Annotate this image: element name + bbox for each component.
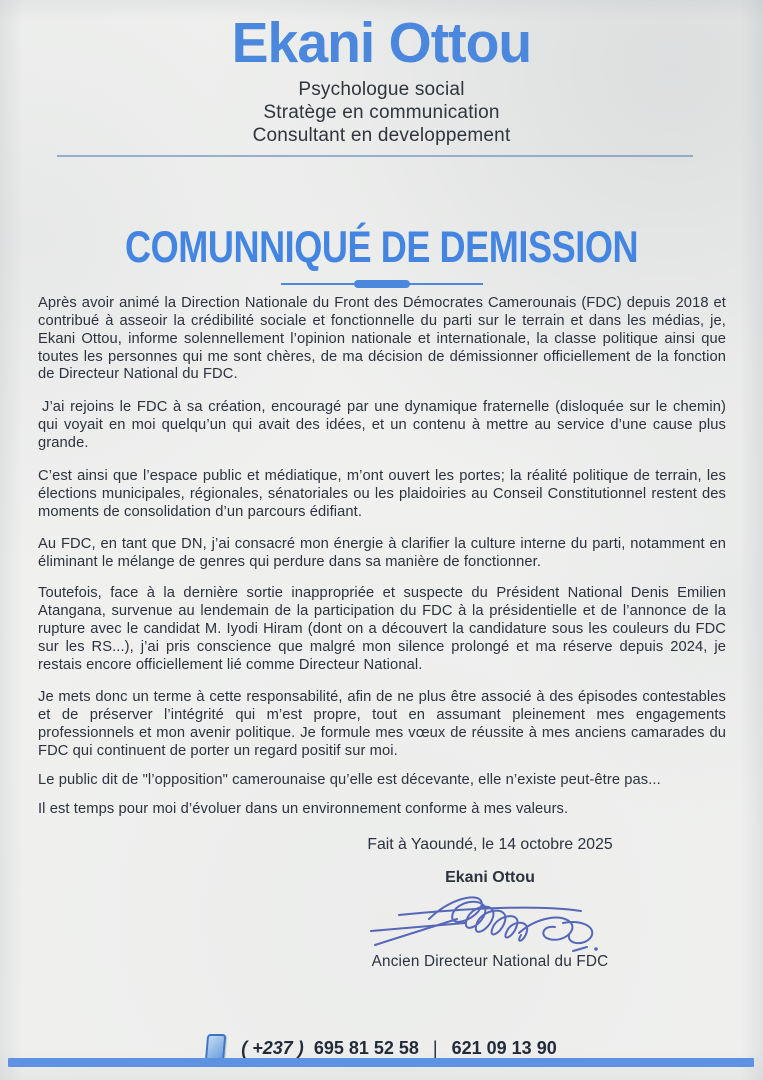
document-heading-block <box>0 222 763 288</box>
letterhead <box>0 11 763 147</box>
document-body <box>38 295 726 834</box>
author-name-title: Ekani Ottou <box>231 11 532 75</box>
phone-number-primary: 695 81 52 58 <box>313 1038 419 1058</box>
header-divider-line <box>57 155 693 157</box>
phone-separator: | <box>432 1038 438 1058</box>
underline-center-pill <box>354 280 410 289</box>
signatory-role: Ancien Directeur National du FDC <box>371 953 609 970</box>
author-role-line: Stratège en communication <box>263 102 500 124</box>
heading-underline-ornament <box>0 279 763 288</box>
signoff-block <box>340 836 640 971</box>
signature-image <box>340 887 640 961</box>
document-title: COMUNNIQUÉ DE DEMISSION <box>124 222 639 272</box>
signature-scribble-icon <box>365 887 615 961</box>
paragraph: Le public dit de "l’opposition" camerounaise qu’elle est décevante, elle n’existe peut-être pas... <box>38 771 661 788</box>
phone-number-secondary: 621 09 13 90 <box>451 1038 557 1058</box>
author-roles <box>0 78 763 148</box>
dateline: Fait à Yaoundé, le 14 octobre 2025 <box>367 836 613 853</box>
author-role-line: Consultant en developpement <box>252 125 511 147</box>
author-role-line: Psychologue social <box>298 78 465 100</box>
phone-country-code: ( +237 ) <box>241 1038 304 1058</box>
paragraph: Après avoir animé la Direction Nationale du Front des Démocrates Camerounais (FDC) depuis 2018 et contribué à asseoir la crédibilité sociale et fonctionnelle du parti sur le terrain et dans les médias, je, Ekani Ottou, informe solennellement l’opinion nationale et internationale, la classe politique ainsi que toutes les personnes qui me sont chères, de ma décision de démissionner officiellement de la fonction de Directeur National du FDC. <box>38 295 726 383</box>
signatory-name: Ekani Ottou <box>445 869 535 886</box>
paragraph: Au FDC, en tant que DN, j’ai consacré mon énergie à clarifier la culture interne du parti, notamment en éliminant le mélange de genres qui perdure dans sa manière de fonctionner. <box>38 536 726 571</box>
paragraph: Je mets donc un terme à cette responsabilité, afin de ne plus être associé à des épisodes contestables et de préserver l’intégrité qui m’est propre, tout en assumant pleinement mes engagements professionnels et mon avenir politique. Je formule mes vœux de réussite à mes anciens camarades du FDC qui continuent de porter un regard positif sur moi. <box>38 689 726 760</box>
paragraph: J’ai rejoins le FDC à sa création, encouragé par une dynamique fraternelle (disloquée sur le chemin) qui voyait en moi quelqu’un qui avait des idées, et un contenu à mettre au service d’une cause plus grande. <box>38 399 726 452</box>
paragraph: Toutefois, face à la dernière sortie inappropriée et suspecte du Président National Denis Emilien Atangana, survenue au lendemain de la participation du FDC à la présidentielle et de l’annonce de la rupture avec le candidat M. Iyodi Hiram (dont on a découvert la candidature sous les couleurs du FDC sur les RS...), j’ai pris conscience que malgré mon silence prolongé et ma réserve depuis 2024, je restais encore officiellement lié comme Directeur National. <box>38 585 726 673</box>
footer-accent-bar <box>8 1058 754 1067</box>
paragraph: Il est temps pour moi d’évoluer dans un environnement conforme à mes valeurs. <box>38 800 569 817</box>
paragraph: C’est ainsi que l’espace public et médiatique, m’ont ouvert les portes; la réalité politique de terrain, les élections municipales, régionales, sénatoriales ou les plaidoiries au Conseil Constitutionnel restent des moments de consolidation d’un parcours édifiant. <box>38 467 726 520</box>
